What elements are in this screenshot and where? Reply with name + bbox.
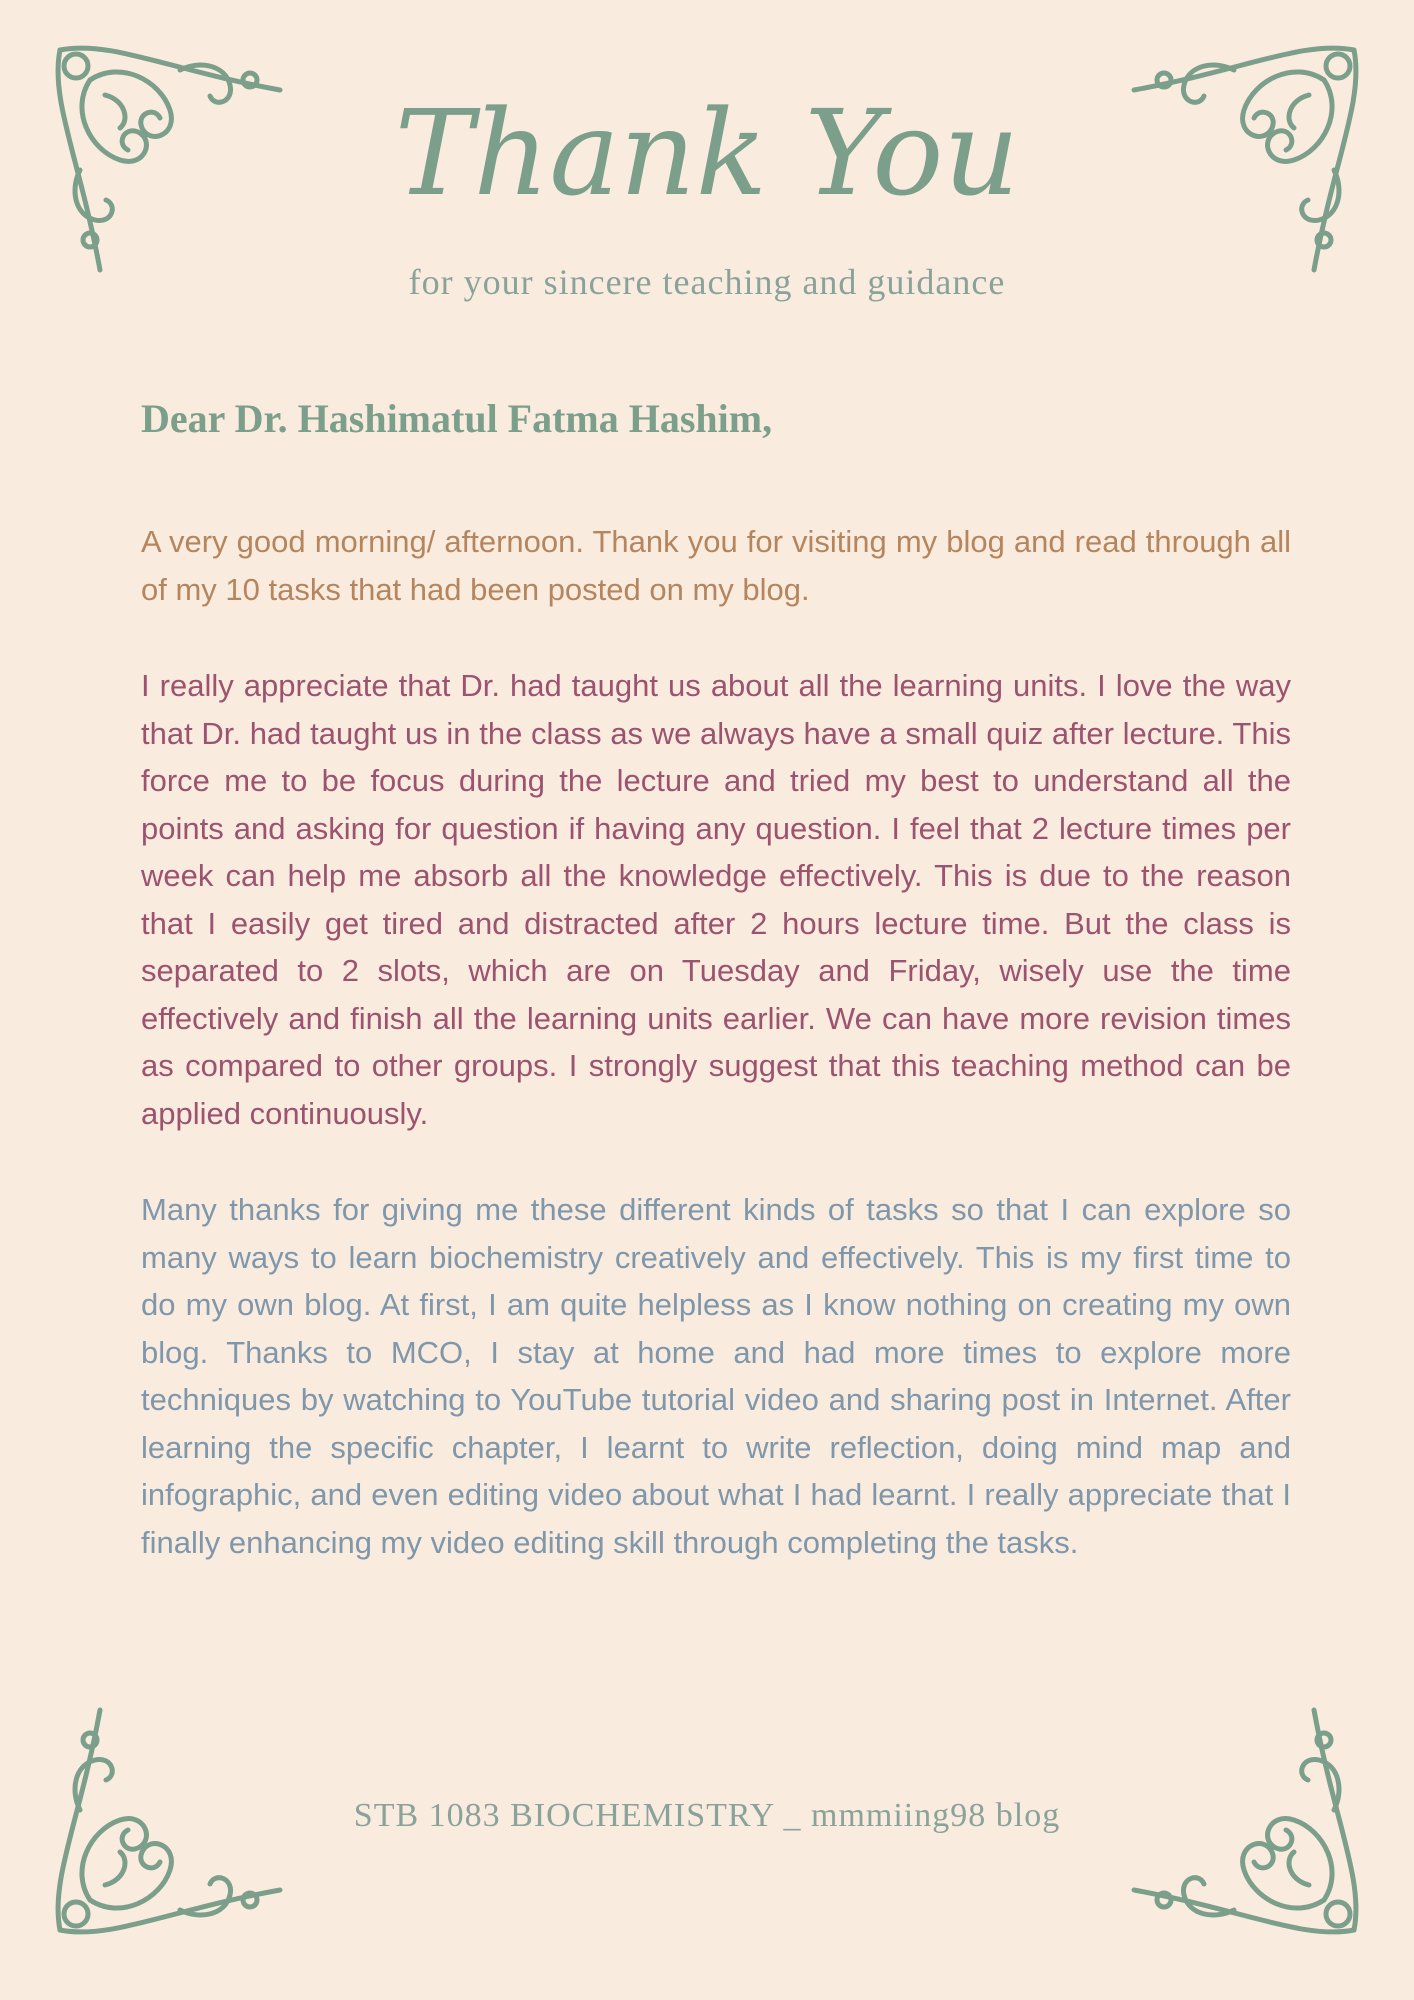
letter-greeting: Dear Dr. Hashimatul Fatma Hashim, bbox=[141, 396, 773, 441]
letter-paragraph-2: I really appreciate that Dr. had taught us about all the learning units. I love the way that Dr. had taught us in the class as we always have a small quiz after lecture. This force me to be focus during the lecture and tried my best to understand all the points and asking for question if having any question. I feel that 2 lecture times per week can help me absorb all the knowledge effectively. This is due to the reason that I easily get tired and distracted after 2 hours lecture time. But the class is separated to 2 slots, which are on Tuesday and Friday, wisely use the time effectively and finish all the learning units earlier. We can have more revision times as compared to other groups. I strongly suggest that this teaching method can be applied continuously. bbox=[141, 668, 1291, 1131]
letter-paragraph-3: Many thanks for giving me these different kinds of tasks so that I can explore so many ways to learn biochemistry creatively and effectively. This is my first time to do my own blog. At first, I am quite helpless as I know nothing on creating my own blog. Thanks to MCO, I stay at home and had more times to explore more techniques by watching to YouTube tutorial video and sharing post in Internet. After learning the specific chapter, I learnt to write reflection, doing mind map and infographic, and even editing video about what I had learnt. I really appreciate that I finally enhancing my video editing skill through completing the tasks. bbox=[141, 1192, 1291, 1560]
page-title: Thank You bbox=[394, 84, 1020, 222]
page-subtitle: for your sincere teaching and guidance bbox=[408, 262, 1006, 302]
letter-paragraph-1: A very good morning/ afternoon. Thank you for visiting my blog and read through all of my 10 tasks that had been posted on my blog. bbox=[141, 524, 1291, 607]
footer-caption: STB 1083 BIOCHEMISTRY _ mmmiing98 blog bbox=[353, 1797, 1061, 1834]
